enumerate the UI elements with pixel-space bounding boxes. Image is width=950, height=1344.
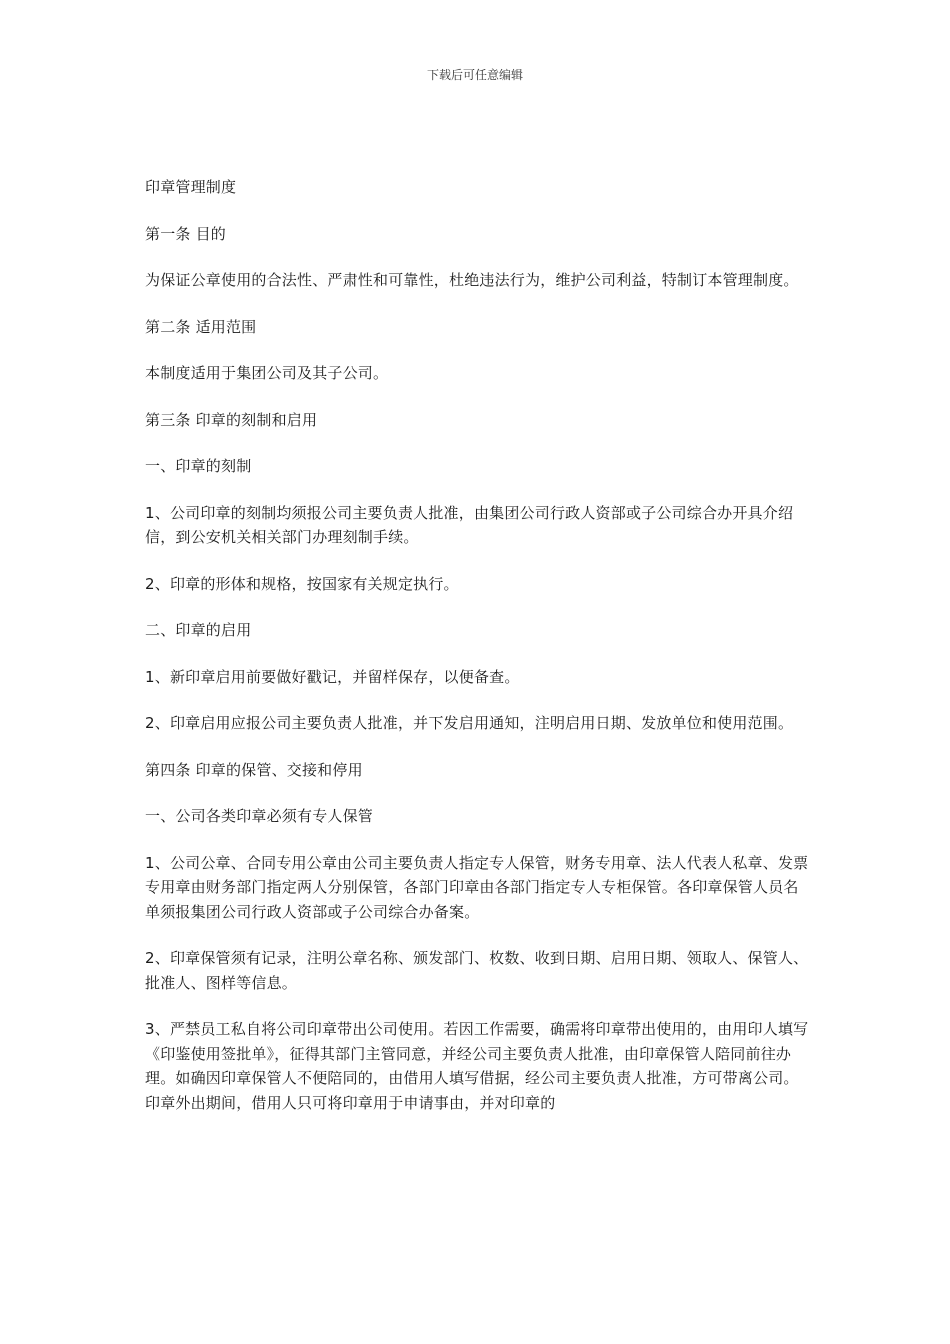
paragraph: 2、印章的形体和规格，按国家有关规定执行。	[145, 574, 459, 593]
section-heading: 二、印章的启用	[145, 621, 252, 639]
document-title: 印章管理制度	[145, 178, 237, 196]
paragraph: 本制度适用于集团公司及其子公司。	[145, 364, 389, 382]
paragraph: 3、严禁员工私自将公司印章带出公司使用。若因工作需要，确需将印章带出使用的，由用印人填写《印鉴使用签批单》，征得其部门主管同意，并经公司主要负责人批准，由印章保管人陪同前往办理。如确因印章保管人不便陪同的，由借用人填写借据，经公司主要负责人批准，方可带离公司。印章外出期间，借用人只可将印章用于申请事由，并对印章的	[145, 1020, 809, 1112]
section-heading: 一、公司各类印章必须有专人保管	[145, 807, 374, 825]
paragraph: 2、印章保管须有记录，注明公章名称、颁发部门、枚数、收到日期、启用日期、领取人、保管人、批准人、图样等信息。	[145, 949, 809, 992]
article-4-heading: 第四条 印章的保管、交接和停用	[145, 760, 363, 779]
paragraph: 1、新印章启用前要做好戳记，并留样保存，以便备查。	[145, 667, 520, 686]
paragraph: 2、印章启用应报公司主要负责人批准，并下发启用通知，注明启用日期、发放单位和使用范围。	[145, 714, 794, 732]
article-3-heading: 第三条 印章的刻制和启用	[145, 410, 318, 429]
section-heading: 一、印章的刻制	[145, 457, 252, 475]
article-2-heading: 第二条 适用范围	[145, 317, 257, 336]
paragraph: 为保证公章使用的合法性、严肃性和可靠性，杜绝违法行为，维护公司利益，特制订本管理制度。	[145, 271, 799, 289]
document-body	[145, 175, 810, 1137]
article-1-heading: 第一条 目的	[145, 224, 226, 243]
paragraph: 1、公司公章、合同专用公章由公司主要负责人指定专人保管，财务专用章、法人代表人私章、发票专用章由财务部门指定两人分别保管，各部门印章由各部门指定专人专柜保管。各印章保管人员名单须报集团公司行政人资部或子公司综合办备案。	[145, 853, 809, 921]
paragraph: 1、公司印章的刻制均须报公司主要负责人批准，由集团公司行政人资部或子公司综合办开具介绍信，到公安机关相关部门办理刻制手续。	[145, 503, 794, 546]
page-header: 下载后可任意编辑	[426, 68, 523, 82]
